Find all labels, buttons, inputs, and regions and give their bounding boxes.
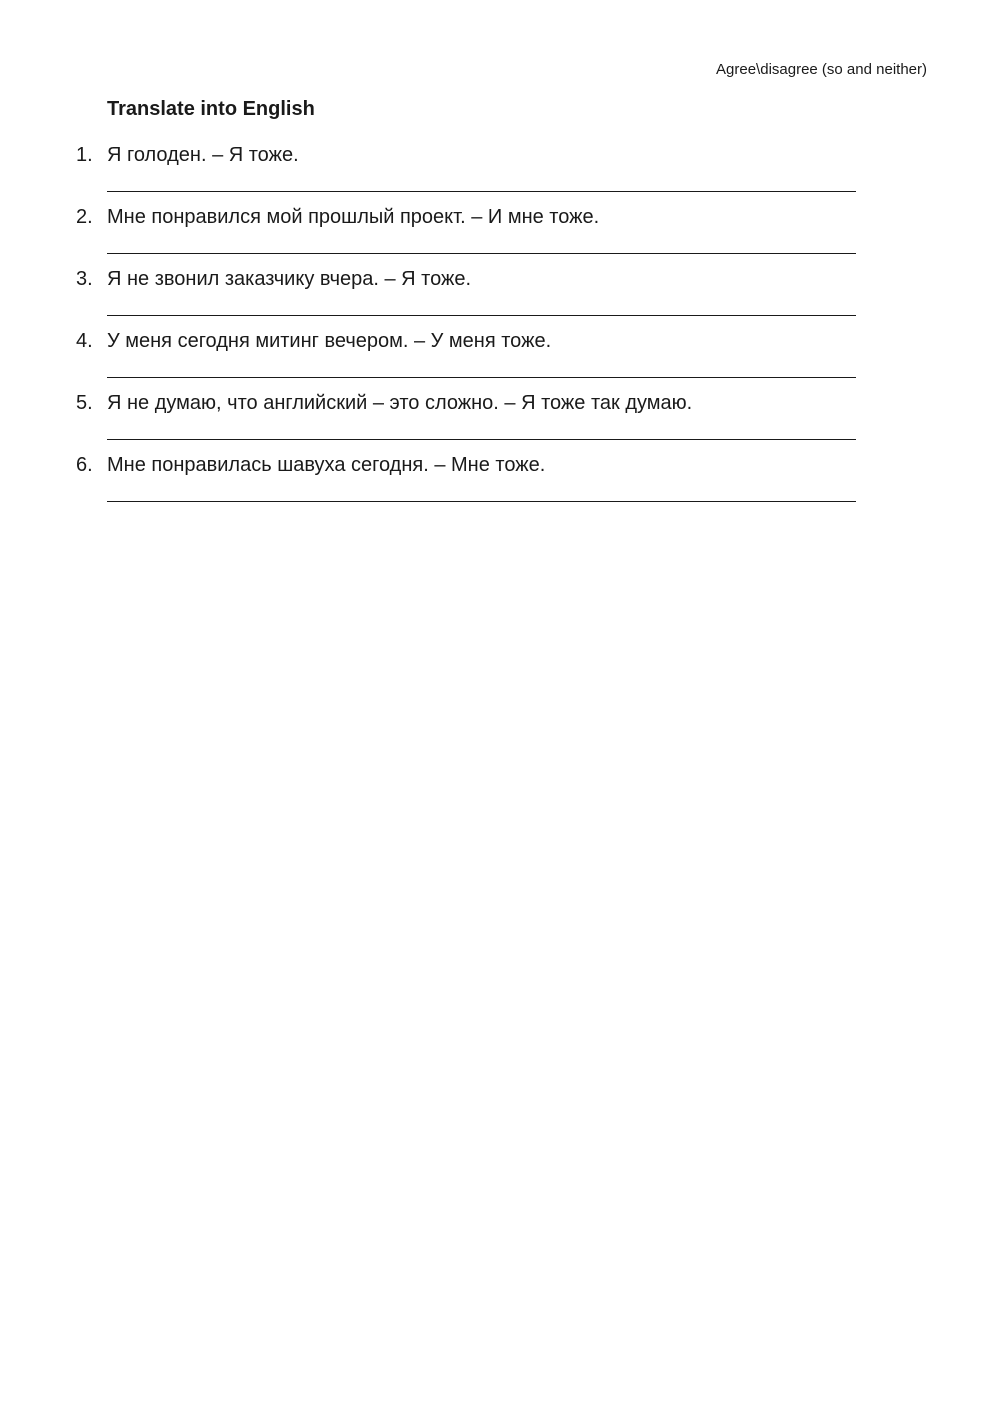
item-sentence: Я голоден. – Я тоже. [107,144,299,166]
answer-line[interactable] [107,315,856,316]
list-item [76,329,866,391]
list-item [76,143,866,205]
list-item [76,453,866,515]
item-sentence: Мне понравился мой прошлый проект. – И мне тоже. [107,206,600,228]
item-sentence: Мне понравилась шавуха сегодня. – Мне тоже. [107,454,546,476]
item-sentence: Я не думаю, что английский – это сложно. – Я тоже так думаю. [107,392,693,414]
answer-line[interactable] [107,501,856,502]
item-number: 4. [76,330,93,352]
answer-line[interactable] [107,253,856,254]
list-item [76,391,866,453]
answer-line[interactable] [107,377,856,378]
item-sentence: У меня сегодня митинг вечером. – У меня тоже. [107,330,552,352]
exercise-list [76,143,866,515]
item-number: 3. [76,268,93,290]
topic-note: Agree\disagree (so and neither) [716,61,927,78]
page-title: Translate into English [107,98,315,120]
answer-line[interactable] [107,191,856,192]
item-number: 1. [76,144,93,166]
item-number: 5. [76,392,93,414]
item-number: 2. [76,206,93,228]
item-sentence: Я не звонил заказчику вчера. – Я тоже. [107,268,472,290]
answer-line[interactable] [107,439,856,440]
list-item [76,205,866,267]
list-item [76,267,866,329]
item-number: 6. [76,454,93,476]
